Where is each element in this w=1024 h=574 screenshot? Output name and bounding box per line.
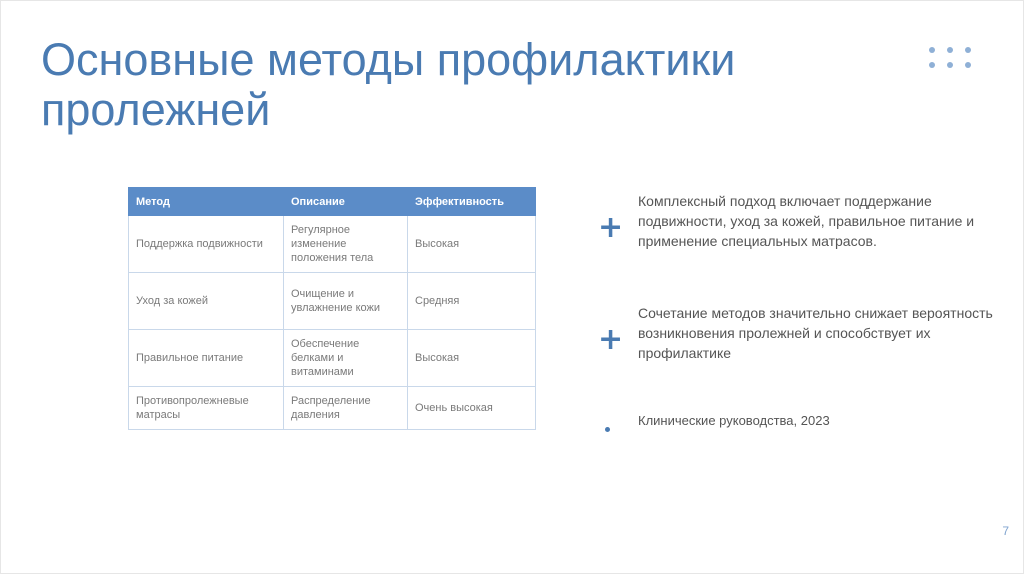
methods-table-container xyxy=(128,187,504,430)
table-row xyxy=(129,216,536,273)
table-cell-method: Поддержка подвижности xyxy=(129,216,284,273)
table-cell-description: Обеспечение белками и витаминами xyxy=(284,330,408,387)
bullet-text: Комплексный подход включает поддержание подвижности, уход за кожей, правильное питание и применение специальных матрасов. xyxy=(638,193,975,249)
table-row xyxy=(129,387,536,430)
table-row xyxy=(129,273,536,330)
methods-table xyxy=(128,187,536,430)
bullet-dot-icon xyxy=(605,427,610,432)
table-cell-effectiveness: Высокая xyxy=(408,330,536,387)
table-cell-effectiveness: Очень высокая xyxy=(408,387,536,430)
table-cell-method: Правильное питание xyxy=(129,330,284,387)
bullet-text: Клинические руководства, 2023 xyxy=(638,413,830,428)
dots-grid-icon xyxy=(929,47,977,69)
page-title: Основные методы профилактики пролежней xyxy=(41,34,736,135)
plus-icon: + xyxy=(598,210,624,245)
table-header-method: Метод xyxy=(129,188,284,216)
table-header-description: Описание xyxy=(284,188,408,216)
table-cell-method: Противопролежневые матрасы xyxy=(129,387,284,430)
table-row xyxy=(129,330,536,387)
table-cell-description: Очищение и увлажнение кожи xyxy=(284,273,408,330)
plus-icon: + xyxy=(598,322,624,357)
table-header-effectiveness: Эффективность xyxy=(408,188,536,216)
table-cell-description: Распределение давления xyxy=(284,387,408,430)
table-cell-effectiveness: Высокая xyxy=(408,216,536,273)
bullet-text: Сочетание методов значительно снижает вероятность возникновения пролежней и способствует их профилактике xyxy=(638,305,993,361)
table-cell-method: Уход за кожей xyxy=(129,273,284,330)
table-cell-effectiveness: Средняя xyxy=(408,273,536,330)
table-cell-description: Регулярное изменение положения тела xyxy=(284,216,408,273)
page-number: 7 xyxy=(1002,524,1009,538)
table-header-row xyxy=(129,188,536,216)
